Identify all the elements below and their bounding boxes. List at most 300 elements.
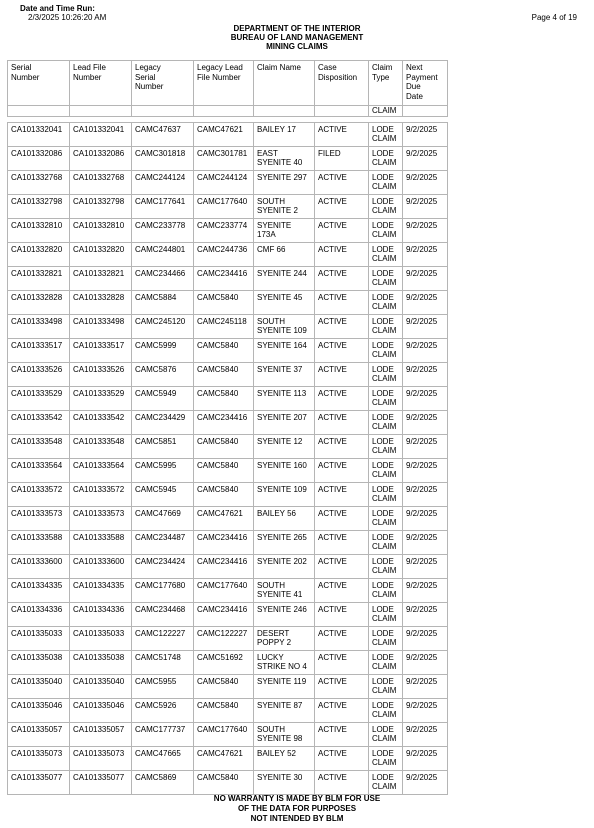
- cell-line: LUCKY: [257, 652, 284, 662]
- cell-line: STRIKE NO 4: [257, 662, 307, 671]
- cell-serial-number: CA101332828: [8, 290, 70, 314]
- cell-serial-number: CA101333498: [8, 314, 70, 338]
- heading-report-title: MINING CLAIMS: [266, 42, 328, 51]
- column-header-line: Disposition: [318, 72, 358, 82]
- cell-next-payment-due-date: 9/2/2025: [403, 314, 448, 338]
- table-row: [8, 482, 448, 506]
- cell-lead-file-number: CA101332828: [70, 290, 132, 314]
- cell-line: SOUTH: [257, 724, 285, 734]
- cell-next-payment-due-date: 9/2/2025: [403, 170, 448, 194]
- cell-serial-number: CA101333588: [8, 530, 70, 554]
- table-row: [8, 722, 448, 746]
- table-row: [8, 770, 448, 794]
- cell-next-payment-due-date: 9/2/2025: [403, 218, 448, 242]
- cell-line: SYENITE 12: [257, 436, 303, 446]
- cell-claim-type: [369, 122, 403, 146]
- cell-line: LODE: [372, 340, 394, 350]
- cell-legacy-lead-file-number: CAMC5840: [194, 386, 254, 410]
- cell-lead-file-number: CA101333600: [70, 554, 132, 578]
- cell-claim-type: [369, 410, 403, 434]
- cell-claim-name: [254, 146, 315, 170]
- cell-line: LODE: [372, 460, 394, 470]
- cell-case-disposition: ACTIVE: [315, 266, 369, 290]
- cell-serial-number: CA101332041: [8, 122, 70, 146]
- cell-case-disposition: FILED: [315, 146, 369, 170]
- cell-line: SOUTH: [257, 316, 285, 326]
- cell-serial-number: CA101335040: [8, 674, 70, 698]
- cell-line: CLAIM: [372, 590, 397, 599]
- table-row: [8, 314, 448, 338]
- mining-claims-table: [7, 60, 448, 795]
- continued-row: [8, 106, 448, 117]
- cell-line: LODE: [372, 532, 394, 542]
- column-header-line: Claim: [372, 63, 393, 72]
- cell-case-disposition: ACTIVE: [315, 506, 369, 530]
- cell-serial-number: CA101334335: [8, 578, 70, 602]
- cell-next-payment-due-date: 9/2/2025: [403, 242, 448, 266]
- cell-line: CLAIM: [372, 518, 397, 527]
- disclaimer-line: NO WARRANTY IS MADE BY BLM FOR USE: [213, 794, 381, 803]
- cell-next-payment-due-date: 9/2/2025: [403, 554, 448, 578]
- cell-claim-type: [369, 698, 403, 722]
- cell-line: LODE: [372, 292, 394, 302]
- cell-legacy-serial-number: CAMC234429: [132, 410, 194, 434]
- column-header-line: Lead File: [73, 63, 106, 72]
- cell-claim-type: [369, 266, 403, 290]
- run-datetime-value: 2/3/2025 10:26:20 AM: [28, 13, 107, 22]
- cell-lead-file-number: [70, 106, 132, 117]
- cell-next-payment-due-date: 9/2/2025: [403, 482, 448, 506]
- cell-legacy-serial-number: CAMC122227: [132, 626, 194, 650]
- cell-serial-number: CA101333517: [8, 338, 70, 362]
- cell-legacy-lead-file-number: CAMC233774: [194, 218, 254, 242]
- cell-next-payment-due-date: 9/2/2025: [403, 362, 448, 386]
- table-body: [8, 106, 448, 795]
- cell-line: CLAIM: [372, 470, 397, 479]
- cell-legacy-lead-file-number: CAMC47621: [194, 122, 254, 146]
- cell-case-disposition: ACTIVE: [315, 290, 369, 314]
- cell-next-payment-due-date: 9/2/2025: [403, 722, 448, 746]
- cell-case-disposition: ACTIVE: [315, 122, 369, 146]
- cell-line: SYENITE 160: [257, 460, 307, 470]
- cell-legacy-serial-number: CAMC51748: [132, 650, 194, 674]
- cell-claim-name: [254, 386, 315, 410]
- table-row: [8, 578, 448, 602]
- cell-line: SOUTH: [257, 196, 285, 206]
- cell-claim-name: [254, 746, 315, 770]
- table-row: [8, 146, 448, 170]
- cell-case-disposition: ACTIVE: [315, 554, 369, 578]
- cell-case-disposition: ACTIVE: [315, 314, 369, 338]
- table-row: [8, 386, 448, 410]
- cell-claim-name: [254, 698, 315, 722]
- cell-claim-name: [254, 242, 315, 266]
- cell-claim-name: [254, 650, 315, 674]
- cell-claim-name: [254, 722, 315, 746]
- cell-line: LODE: [372, 388, 394, 398]
- cell-line: CMF 66: [257, 244, 286, 254]
- cell-claim-type: [369, 146, 403, 170]
- cell-next-payment-due-date: 9/2/2025: [403, 290, 448, 314]
- cell-line: LODE: [372, 196, 394, 206]
- cell-case-disposition: ACTIVE: [315, 218, 369, 242]
- cell-lead-file-number: CA101334335: [70, 578, 132, 602]
- cell-case-disposition: ACTIVE: [315, 386, 369, 410]
- cell-legacy-serial-number: CAMC5926: [132, 698, 194, 722]
- cell-legacy-serial-number: CAMC5949: [132, 386, 194, 410]
- cell-serial-number: CA101333572: [8, 482, 70, 506]
- cell-line: SYENITE 207: [257, 412, 307, 422]
- cell-lead-file-number: CA101333526: [70, 362, 132, 386]
- cell-case-disposition: ACTIVE: [315, 722, 369, 746]
- cell-case-disposition: ACTIVE: [315, 770, 369, 794]
- cell-line: SYENITE 87: [257, 700, 303, 710]
- column-header-line: Legacy: [135, 63, 161, 72]
- table-row: [8, 242, 448, 266]
- cell-line: CLAIM: [372, 278, 397, 287]
- cell-claim-type: [369, 722, 403, 746]
- cell-line: SYENITE 41: [257, 590, 303, 599]
- cell-line: CLAIM: [372, 350, 397, 359]
- cell-lead-file-number: CA101333517: [70, 338, 132, 362]
- cell-claim-name: [254, 482, 315, 506]
- cell-lead-file-number: CA101332820: [70, 242, 132, 266]
- cell-case-disposition: ACTIVE: [315, 530, 369, 554]
- table-row: [8, 602, 448, 626]
- cell-next-payment-due-date: 9/2/2025: [403, 458, 448, 482]
- cell-line: LODE: [372, 700, 394, 710]
- column-header-line: Claim Name: [257, 63, 302, 72]
- cell-serial-number: CA101332820: [8, 242, 70, 266]
- cell-legacy-lead-file-number: CAMC47621: [194, 506, 254, 530]
- table-row: [8, 674, 448, 698]
- cell-line: LODE: [372, 364, 394, 374]
- cell-line: CLAIM: [372, 494, 397, 503]
- cell-line: SYENITE 98: [257, 734, 303, 743]
- cell-lead-file-number: CA101333573: [70, 506, 132, 530]
- cell-claim-name: [254, 626, 315, 650]
- cell-legacy-serial-number: [132, 106, 194, 117]
- column-header-serial-number: [8, 61, 70, 106]
- cell-claim-type: [369, 650, 403, 674]
- table-row: [8, 170, 448, 194]
- cell-case-disposition: ACTIVE: [315, 698, 369, 722]
- cell-claim-type: [369, 458, 403, 482]
- cell-lead-file-number: CA101333529: [70, 386, 132, 410]
- cell-line: LODE: [372, 724, 394, 734]
- cell-legacy-lead-file-number: CAMC244736: [194, 242, 254, 266]
- cell-lead-file-number: CA101333498: [70, 314, 132, 338]
- cell-line: CLAIM: [372, 398, 397, 407]
- cell-serial-number: CA101333573: [8, 506, 70, 530]
- cell-claim-type: [369, 338, 403, 362]
- table-row: [8, 746, 448, 770]
- cell-lead-file-number: CA101335038: [70, 650, 132, 674]
- cell-next-payment-due-date: [403, 106, 448, 117]
- cell-legacy-serial-number: CAMC5995: [132, 458, 194, 482]
- cell-case-disposition: ACTIVE: [315, 410, 369, 434]
- cell-claim-name: [254, 554, 315, 578]
- cell-line: LODE: [372, 172, 394, 182]
- cell-line: LODE: [372, 676, 394, 686]
- cell-line: SYENITE 37: [257, 364, 303, 374]
- cell-next-payment-due-date: 9/2/2025: [403, 434, 448, 458]
- column-header-line: File Number: [197, 72, 241, 82]
- cell-line: CLAIM: [372, 134, 397, 143]
- table-row: [8, 626, 448, 650]
- cell-claim-name: [254, 674, 315, 698]
- cell-line: LODE: [372, 412, 394, 422]
- cell-line: CLAIM: [372, 614, 397, 623]
- cell-claim-type: [369, 170, 403, 194]
- cell-legacy-lead-file-number: CAMC5840: [194, 674, 254, 698]
- column-header-legacy-lead-file-number: [194, 61, 254, 106]
- cell-claim-name: [254, 122, 315, 146]
- column-header-line: Type: [372, 72, 390, 82]
- cell-line: LODE: [372, 508, 394, 518]
- cell-next-payment-due-date: 9/2/2025: [403, 698, 448, 722]
- cell-serial-number: CA101335038: [8, 650, 70, 674]
- cell-lead-file-number: CA101334336: [70, 602, 132, 626]
- cell-lead-file-number: CA101333572: [70, 482, 132, 506]
- cell-line: LODE: [372, 772, 394, 782]
- table-row: [8, 290, 448, 314]
- column-header-claim-type: [369, 61, 403, 106]
- cell-claim-type: [369, 554, 403, 578]
- cell-next-payment-due-date: 9/2/2025: [403, 410, 448, 434]
- cell-claim-type: [369, 506, 403, 530]
- cell-serial-number: CA101334336: [8, 602, 70, 626]
- cell-serial-number: CA101332768: [8, 170, 70, 194]
- column-header-legacy-serial-number: [132, 61, 194, 106]
- disclaimer-line: NOT INTENDED BY BLM: [250, 814, 344, 823]
- cell-legacy-lead-file-number: CAMC177640: [194, 194, 254, 218]
- cell-legacy-lead-file-number: CAMC234416: [194, 554, 254, 578]
- cell-legacy-serial-number: CAMC47669: [132, 506, 194, 530]
- cell-lead-file-number: CA101332041: [70, 122, 132, 146]
- column-header-next-payment-due-date: [403, 61, 448, 106]
- cell-claim-type: [369, 386, 403, 410]
- cell-claim-name: [254, 770, 315, 794]
- cell-lead-file-number: CA101332821: [70, 266, 132, 290]
- column-header-line: Date: [406, 91, 423, 101]
- cell-claim-type: [369, 290, 403, 314]
- cell-legacy-lead-file-number: CAMC5840: [194, 362, 254, 386]
- cell-line: SYENITE 40: [257, 158, 303, 167]
- cell-next-payment-due-date: 9/2/2025: [403, 674, 448, 698]
- cell-legacy-lead-file-number: CAMC5840: [194, 482, 254, 506]
- cell-lead-file-number: CA101333588: [70, 530, 132, 554]
- cell-claim-name: [254, 530, 315, 554]
- cell-claim-type: [369, 626, 403, 650]
- column-header-line: Number: [11, 72, 40, 82]
- heading-department: DEPARTMENT OF THE INTERIOR: [233, 24, 361, 33]
- cell-serial-number: CA101333526: [8, 362, 70, 386]
- cell-legacy-lead-file-number: CAMC5840: [194, 434, 254, 458]
- cell-lead-file-number: CA101332798: [70, 194, 132, 218]
- cell-line: LODE: [372, 604, 394, 614]
- cell-case-disposition: ACTIVE: [315, 674, 369, 698]
- cell-case-disposition: ACTIVE: [315, 338, 369, 362]
- disclaimer-line: OF THE DATA FOR PURPOSES: [237, 804, 357, 813]
- cell-legacy-lead-file-number: CAMC234416: [194, 602, 254, 626]
- cell-legacy-lead-file-number: CAMC177640: [194, 578, 254, 602]
- cell-line: CLAIM: [372, 446, 397, 455]
- cell-legacy-serial-number: CAMC5955: [132, 674, 194, 698]
- cell-legacy-lead-file-number: CAMC245118: [194, 314, 254, 338]
- cell-next-payment-due-date: 9/2/2025: [403, 146, 448, 170]
- cell-claim-name: [254, 458, 315, 482]
- cell-claim-type: [369, 482, 403, 506]
- cell-line: POPPY 2: [257, 638, 292, 647]
- cell-next-payment-due-date: 9/2/2025: [403, 530, 448, 554]
- cell-next-payment-due-date: 9/2/2025: [403, 578, 448, 602]
- cell-line: LODE: [372, 484, 394, 494]
- cell-case-disposition: ACTIVE: [315, 650, 369, 674]
- cell-case-disposition: ACTIVE: [315, 362, 369, 386]
- cell-legacy-serial-number: CAMC234468: [132, 602, 194, 626]
- cell-case-disposition: ACTIVE: [315, 482, 369, 506]
- cell-line: LODE: [372, 748, 394, 758]
- cell-line: LODE: [372, 556, 394, 566]
- cell-legacy-serial-number: CAMC233778: [132, 218, 194, 242]
- cell-legacy-serial-number: CAMC5945: [132, 482, 194, 506]
- cell-next-payment-due-date: 9/2/2025: [403, 650, 448, 674]
- cell-claim-type: [369, 314, 403, 338]
- cell-line: CLAIM: [372, 254, 397, 263]
- cell-line: CLAIM: [372, 638, 397, 647]
- cell-legacy-serial-number: CAMC47637: [132, 122, 194, 146]
- cell-claim-type: [369, 674, 403, 698]
- cell-legacy-serial-number: CAMC5851: [132, 434, 194, 458]
- table-row: [8, 410, 448, 434]
- cell-line: CLAIM: [372, 206, 397, 215]
- cell-case-disposition: ACTIVE: [315, 170, 369, 194]
- cell-claim-type: [369, 578, 403, 602]
- cell-claim-type: [369, 218, 403, 242]
- cell-line: SYENITE 109: [257, 326, 307, 335]
- cell-legacy-lead-file-number: [194, 106, 254, 117]
- cell-line: BAILEY 17: [257, 124, 296, 134]
- table-row: [8, 650, 448, 674]
- cell-legacy-serial-number: CAMC177737: [132, 722, 194, 746]
- cell-claim-name: [254, 602, 315, 626]
- cell-line: SYENITE 202: [257, 556, 307, 566]
- cell-line: CLAIM: [372, 230, 397, 239]
- cell-claim-type: [369, 242, 403, 266]
- cell-lead-file-number: CA101333564: [70, 458, 132, 482]
- cell-lead-file-number: CA101332810: [70, 218, 132, 242]
- cell-serial-number: CA101333542: [8, 410, 70, 434]
- cell-legacy-lead-file-number: CAMC5840: [194, 698, 254, 722]
- table-row: [8, 122, 448, 146]
- cell-line: CLAIM: [372, 542, 397, 551]
- cell-legacy-serial-number: CAMC245120: [132, 314, 194, 338]
- cell-line: CLAIM: [372, 422, 397, 431]
- cell-serial-number: CA101335057: [8, 722, 70, 746]
- cell-line: SYENITE 119: [257, 676, 307, 686]
- cell-line: LODE: [372, 580, 394, 590]
- cell-claim-type: [369, 362, 403, 386]
- cell-legacy-serial-number: CAMC244124: [132, 170, 194, 194]
- cell-lead-file-number: CA101335077: [70, 770, 132, 794]
- table-row: [8, 506, 448, 530]
- cell-legacy-serial-number: CAMC177641: [132, 194, 194, 218]
- cell-line: CLAIM: [372, 662, 397, 671]
- cell-serial-number: CA101335046: [8, 698, 70, 722]
- cell-line: LODE: [372, 220, 394, 230]
- cell-line: CLAIM: [372, 566, 397, 575]
- cell-line: LODE: [372, 124, 394, 134]
- cell-legacy-serial-number: CAMC301818: [132, 146, 194, 170]
- cell-claim-type: [369, 770, 403, 794]
- cell-line: CLAIM: [372, 182, 397, 191]
- column-header-claim-name: [254, 61, 315, 106]
- cell-case-disposition: ACTIVE: [315, 458, 369, 482]
- cell-line: SYENITE 45: [257, 292, 303, 302]
- cell-line: BAILEY 56: [257, 508, 296, 518]
- cell-claim-name: [254, 506, 315, 530]
- cell-line: EAST: [257, 148, 278, 158]
- cell-legacy-lead-file-number: CAMC177640: [194, 722, 254, 746]
- cell-case-disposition: ACTIVE: [315, 626, 369, 650]
- cell-serial-number: [8, 106, 70, 117]
- cell-line: SYENITE: [257, 220, 292, 230]
- cell-next-payment-due-date: 9/2/2025: [403, 266, 448, 290]
- cell-legacy-serial-number: CAMC5869: [132, 770, 194, 794]
- column-header-line: Number: [135, 82, 164, 91]
- disclaimer-footer: [0, 794, 594, 824]
- cell-claim-name: [254, 434, 315, 458]
- cell-claim-type: [369, 434, 403, 458]
- cell-lead-file-number: CA101333542: [70, 410, 132, 434]
- cell-next-payment-due-date: 9/2/2025: [403, 122, 448, 146]
- cell-line: CLAIM: [372, 302, 397, 311]
- cell-line: LODE: [372, 628, 394, 638]
- cell-case-disposition: ACTIVE: [315, 434, 369, 458]
- cell-legacy-lead-file-number: CAMC122227: [194, 626, 254, 650]
- column-header-lead-file-number: [70, 61, 132, 106]
- cell-legacy-lead-file-number: CAMC234416: [194, 530, 254, 554]
- cell-line: SYENITE 113: [257, 388, 307, 398]
- cell-lead-file-number: CA101332768: [70, 170, 132, 194]
- cell-line: CLAIM: [372, 158, 397, 167]
- cell-line: SYENITE 109: [257, 484, 307, 494]
- cell-line: SYENITE 164: [257, 340, 307, 350]
- cell-next-payment-due-date: 9/2/2025: [403, 626, 448, 650]
- cell-serial-number: CA101335077: [8, 770, 70, 794]
- cell-case-disposition: ACTIVE: [315, 242, 369, 266]
- cell-legacy-serial-number: CAMC234466: [132, 266, 194, 290]
- cell-next-payment-due-date: 9/2/2025: [403, 602, 448, 626]
- cell-claim-name: [254, 170, 315, 194]
- cell-next-payment-due-date: 9/2/2025: [403, 770, 448, 794]
- cell-serial-number: CA101332086: [8, 146, 70, 170]
- cell-next-payment-due-date: 9/2/2025: [403, 386, 448, 410]
- column-header-line: Serial: [11, 63, 32, 72]
- cell-line: CLAIM: [372, 326, 397, 335]
- cell-claim-name: [254, 194, 315, 218]
- cell-next-payment-due-date: 9/2/2025: [403, 194, 448, 218]
- cell-lead-file-number: CA101335046: [70, 698, 132, 722]
- cell-line: CLAIM: [372, 734, 397, 743]
- column-header-line: Legacy Lead: [197, 63, 243, 72]
- cell-line: SOUTH: [257, 580, 285, 590]
- cell-legacy-lead-file-number: CAMC301781: [194, 146, 254, 170]
- column-header-line: Due: [406, 82, 421, 91]
- cell-line: SYENITE 246: [257, 604, 307, 614]
- cell-case-disposition: ACTIVE: [315, 746, 369, 770]
